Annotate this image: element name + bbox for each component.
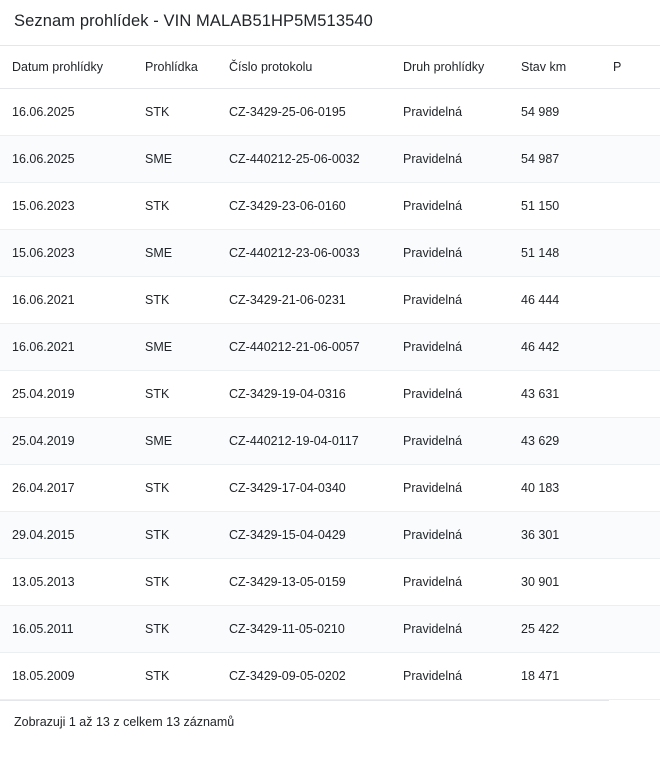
cell-inspection: SME <box>133 136 217 183</box>
cell-protocol: CZ-3429-23-06-0160 <box>217 183 391 230</box>
table-row[interactable] <box>0 183 660 230</box>
cell-extra <box>601 277 660 324</box>
cell-kind: Pravidelná <box>391 653 509 700</box>
cell-km: 25 422 <box>509 606 601 653</box>
cell-extra <box>601 89 660 136</box>
cell-date: 29.04.2015 <box>0 512 133 559</box>
cell-inspection: STK <box>133 277 217 324</box>
cell-km: 18 471 <box>509 653 601 700</box>
cell-kind: Pravidelná <box>391 418 509 465</box>
cell-date: 15.06.2023 <box>0 230 133 277</box>
cell-extra <box>601 559 660 606</box>
table-row[interactable] <box>0 418 660 465</box>
inspections-table-container <box>0 45 622 700</box>
table-row[interactable] <box>0 653 660 700</box>
table-row[interactable] <box>0 136 660 183</box>
cell-extra <box>601 371 660 418</box>
cell-extra <box>601 606 660 653</box>
cell-km: 30 901 <box>509 559 601 606</box>
cell-extra <box>601 512 660 559</box>
table-body <box>0 89 660 700</box>
column-header-inspection[interactable]: Prohlídka <box>133 46 217 89</box>
cell-kind: Pravidelná <box>391 183 509 230</box>
column-header-km[interactable]: Stav km <box>509 46 601 89</box>
cell-protocol: CZ-3429-15-04-0429 <box>217 512 391 559</box>
cell-date: 16.06.2021 <box>0 277 133 324</box>
column-header-kind[interactable]: Druh prohlídky <box>391 46 509 89</box>
cell-kind: Pravidelná <box>391 136 509 183</box>
cell-extra <box>601 418 660 465</box>
table-row[interactable] <box>0 606 660 653</box>
cell-date: 16.05.2011 <box>0 606 133 653</box>
cell-protocol: CZ-3429-21-06-0231 <box>217 277 391 324</box>
cell-inspection: STK <box>133 653 217 700</box>
cell-protocol: CZ-440212-25-06-0032 <box>217 136 391 183</box>
table-header <box>0 46 660 89</box>
cell-date: 16.06.2021 <box>0 324 133 371</box>
records-summary: Zobrazuji 1 až 13 z celkem 13 záznamů <box>0 700 609 739</box>
table-row[interactable] <box>0 465 660 512</box>
cell-extra <box>601 653 660 700</box>
table-row[interactable] <box>0 559 660 606</box>
cell-date: 26.04.2017 <box>0 465 133 512</box>
cell-kind: Pravidelná <box>391 465 509 512</box>
cell-protocol: CZ-440212-21-06-0057 <box>217 324 391 371</box>
cell-kind: Pravidelná <box>391 89 509 136</box>
cell-inspection: STK <box>133 606 217 653</box>
cell-protocol: CZ-3429-11-05-0210 <box>217 606 391 653</box>
cell-date: 16.06.2025 <box>0 136 133 183</box>
table-row[interactable] <box>0 89 660 136</box>
cell-inspection: STK <box>133 465 217 512</box>
cell-km: 40 183 <box>509 465 601 512</box>
cell-date: 13.05.2013 <box>0 559 133 606</box>
cell-inspection: STK <box>133 371 217 418</box>
cell-km: 51 148 <box>509 230 601 277</box>
cell-km: 54 989 <box>509 89 601 136</box>
cell-km: 43 629 <box>509 418 601 465</box>
cell-inspection: STK <box>133 559 217 606</box>
cell-km: 36 301 <box>509 512 601 559</box>
cell-inspection: STK <box>133 89 217 136</box>
cell-km: 46 442 <box>509 324 601 371</box>
table-header-row <box>0 46 660 89</box>
cell-kind: Pravidelná <box>391 324 509 371</box>
cell-protocol: CZ-440212-19-04-0117 <box>217 418 391 465</box>
cell-extra <box>601 136 660 183</box>
cell-protocol: CZ-3429-13-05-0159 <box>217 559 391 606</box>
column-header-date[interactable]: Datum prohlídky <box>0 46 133 89</box>
cell-protocol: CZ-3429-09-05-0202 <box>217 653 391 700</box>
cell-date: 25.04.2019 <box>0 418 133 465</box>
cell-km: 43 631 <box>509 371 601 418</box>
table-row[interactable] <box>0 230 660 277</box>
cell-extra <box>601 230 660 277</box>
cell-km: 46 444 <box>509 277 601 324</box>
table-row[interactable] <box>0 324 660 371</box>
inspections-table <box>0 45 660 700</box>
cell-inspection: SME <box>133 324 217 371</box>
table-row[interactable] <box>0 512 660 559</box>
column-header-extra[interactable]: P <box>601 46 660 89</box>
cell-kind: Pravidelná <box>391 371 509 418</box>
cell-date: 25.04.2019 <box>0 371 133 418</box>
cell-extra <box>601 183 660 230</box>
cell-kind: Pravidelná <box>391 230 509 277</box>
cell-protocol: CZ-3429-25-06-0195 <box>217 89 391 136</box>
column-header-protocol[interactable]: Číslo protokolu <box>217 46 391 89</box>
cell-date: 15.06.2023 <box>0 183 133 230</box>
cell-kind: Pravidelná <box>391 277 509 324</box>
cell-extra <box>601 324 660 371</box>
cell-km: 51 150 <box>509 183 601 230</box>
cell-date: 18.05.2009 <box>0 653 133 700</box>
cell-date: 16.06.2025 <box>0 89 133 136</box>
table-row[interactable] <box>0 371 660 418</box>
cell-protocol: CZ-440212-23-06-0033 <box>217 230 391 277</box>
cell-inspection: STK <box>133 512 217 559</box>
cell-inspection: SME <box>133 230 217 277</box>
cell-kind: Pravidelná <box>391 512 509 559</box>
cell-inspection: SME <box>133 418 217 465</box>
cell-kind: Pravidelná <box>391 559 509 606</box>
cell-extra <box>601 465 660 512</box>
cell-km: 54 987 <box>509 136 601 183</box>
page-title: Seznam prohlídek - VIN MALAB51HP5M513540 <box>14 12 373 30</box>
cell-inspection: STK <box>133 183 217 230</box>
cell-protocol: CZ-3429-19-04-0316 <box>217 371 391 418</box>
table-row[interactable] <box>0 277 660 324</box>
cell-kind: Pravidelná <box>391 606 509 653</box>
cell-protocol: CZ-3429-17-04-0340 <box>217 465 391 512</box>
